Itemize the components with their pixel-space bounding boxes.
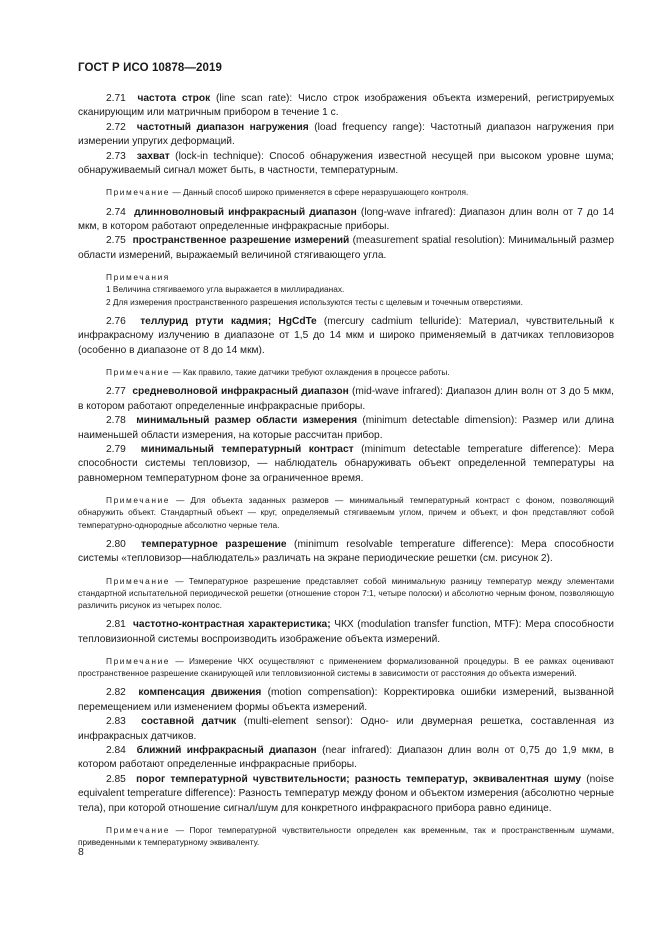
- term-name: минимальный размер области измерения: [136, 415, 358, 427]
- term-entry: 2.77 средневолновой инфракрасный диапазон (mid-wave infrared): Диапазон длин волн от 3 до 5 мкм, в котором работают определенные инфракрасные приборы.: [78, 386, 614, 412]
- notes-block: [78, 271, 614, 308]
- document-header: ГОСТ Р ИСО 10878—2019: [78, 62, 223, 74]
- term-entry: 2.72 частотный диапазон нагружения (load frequency range): Частотный диапазон нагружения при измерении упругих деформаций.: [78, 121, 614, 148]
- document-body: [78, 92, 614, 855]
- note: Примечание — Порог температурной чувствительности определен как временным, так и пространственным шумами, приведенными к температурному эквиваленту.: [78, 825, 614, 848]
- term-entry: 2.81 частотно-контрастная характеристика; ЧКХ (modulation transfer function, MTF): Мера способности тепловизионной системы воспроизводить изображение объекта измерений.: [78, 619, 614, 645]
- note-item: 1 Величина стягиваемого угла выражается в миллирадианах.: [106, 284, 345, 295]
- term-entry: 2.84 ближний инфракрасный диапазон (near infrared): Диапазон длин волн от 0,75 до 1,9 мкм, в котором работают определенные инфракрасные приборы.: [78, 745, 614, 771]
- note: Примечание — Для объекта заданных размеров — минимальный температурный контраст с фоном, позволяющий обнаружить объект. Стандартный объект — круг, определяемый стягиваемым углом, причем и объект, и фон представляют собой температурно-однородные абсолютно черные тела.: [78, 495, 614, 530]
- term-entry: 2.83 составной датчик (multi-element sensor): Одно- или двумерная решетка, составленная из инфракрасных датчиков.: [78, 716, 614, 742]
- term-name: теллурид ртути кадмия; HgCdTe: [140, 315, 317, 327]
- notes-heading: Примечания: [106, 272, 170, 283]
- term-name: ближний инфракрасный диапазон: [136, 745, 317, 757]
- term-entry: 2.80 температурное разрешение (minimum resolvable temperature difference): Мера способности системы «тепловизор—наблюдатель» различать на экране периодические решетки (см. рисунок 2).: [78, 538, 614, 565]
- term-entry: 2.74 длинноволновый инфракрасный диапазон (long-wave infrared): Диапазон длин волн от 7 до 14 мкм, в котором работают определенные инфракрасные приборы.: [78, 206, 614, 233]
- term-name: частотный диапазон нагружения: [136, 121, 309, 133]
- term-name: порог температурной чувствительности; разность температур, эквивалентная шуму: [136, 773, 582, 785]
- page-number: 8: [78, 846, 84, 858]
- term-name: составной датчик: [141, 716, 237, 728]
- term-entry: 2.79 минимальный температурный контраст (minimum detectable temperature difference): Мера способности системы тепловизор, — наблюдатель обнаруживать объект определенной температуры на равномерном температурном фоне за ограниченное время.: [78, 443, 614, 484]
- note: Примечание — Измерение ЧКХ осуществляют с применением формализованной процедуры. В ее рамках оценивают пространственное разрешение сканирующей или тепловизионной системы в зависимости от расстояния до объекта измерений.: [78, 655, 614, 679]
- term-name: компенсация движения: [138, 687, 262, 699]
- note: Примечание — Температурное разрешение представляет собой минимальную разницу температур между элементами стандартной испытательной периодической решетки (отношение сторон 7:1, четыре полоски) и абсолютно черным фоном, позволяющую различить рисунок из четырех полос.: [78, 575, 614, 610]
- note: Примечание — Как правило, такие датчики требуют охлаждения в процессе работы.: [106, 367, 450, 378]
- term-name: минимальный температурный контраст: [140, 443, 354, 455]
- term-entry: 2.75 пространственное разрешение измерений (measurement spatial resolution): Минимальный размер области измерений, выражаемый величиной стягивающего угла.: [78, 235, 614, 261]
- term-name: частота строк: [137, 93, 211, 104]
- term-entry: 2.73 захват (lock-in technique): Способ обнаружения известной несущей при высоком уровне шума; обнаруживаемый сигнал может быть, в частности, температурным.: [78, 150, 614, 177]
- term-name: средневолновой инфракрасный диапазон: [132, 386, 349, 398]
- term-name: длинноволновый инфракрасный диапазон: [134, 206, 357, 218]
- term-entry: 2.85 порог температурной чувствительности; разность температур, эквивалентная шуму (noise equivalent temperature difference): Разность температур между фоном и объектом измерения (абсолютно черные тела), при которой отношение сигнал/шум для конкретного инфракрасного прибора равно единице.: [78, 773, 614, 814]
- term-name: температурное разрешение: [140, 538, 287, 550]
- term-entry: 2.71 частота строк (line scan rate): Число строк изображения объекта измерений, регистрируемых сканирующим или матричным прибором в течение 1 с.: [78, 93, 614, 119]
- term-name: захват: [136, 150, 170, 162]
- term-name: пространственное разрешение измерений: [132, 235, 350, 247]
- term-entry: 2.82 компенсация движения (motion compensation): Корректировка ошибки измерений, вызванной перемещением или изменением формы объекта измерений.: [78, 687, 614, 713]
- note-item: 2 Для измерения пространственного разрешения используются тесты с щелевым и точечным отверстиями.: [106, 296, 523, 307]
- term-entry: 2.76 теллурид ртути кадмия; HgCdTe (mercury cadmium telluride): Материал, чувствительный к инфракрасному излучению в диапазоне от 1,5 до 14 мкм и широко применяемый в датчиках тепловизоров (особенно в диапазоне от 8 до 14 мкм).: [78, 315, 614, 356]
- term-entry: 2.78 минимальный размер области измерения (minimum detectable dimension): Размер или длина наименьшей области измерения, на которые рассчитан прибор.: [78, 415, 614, 441]
- note: Примечание — Данный способ широко применяется в сфере неразрушающего контроля.: [106, 187, 469, 198]
- term-name: частотно-контрастная характеристика;: [133, 619, 331, 631]
